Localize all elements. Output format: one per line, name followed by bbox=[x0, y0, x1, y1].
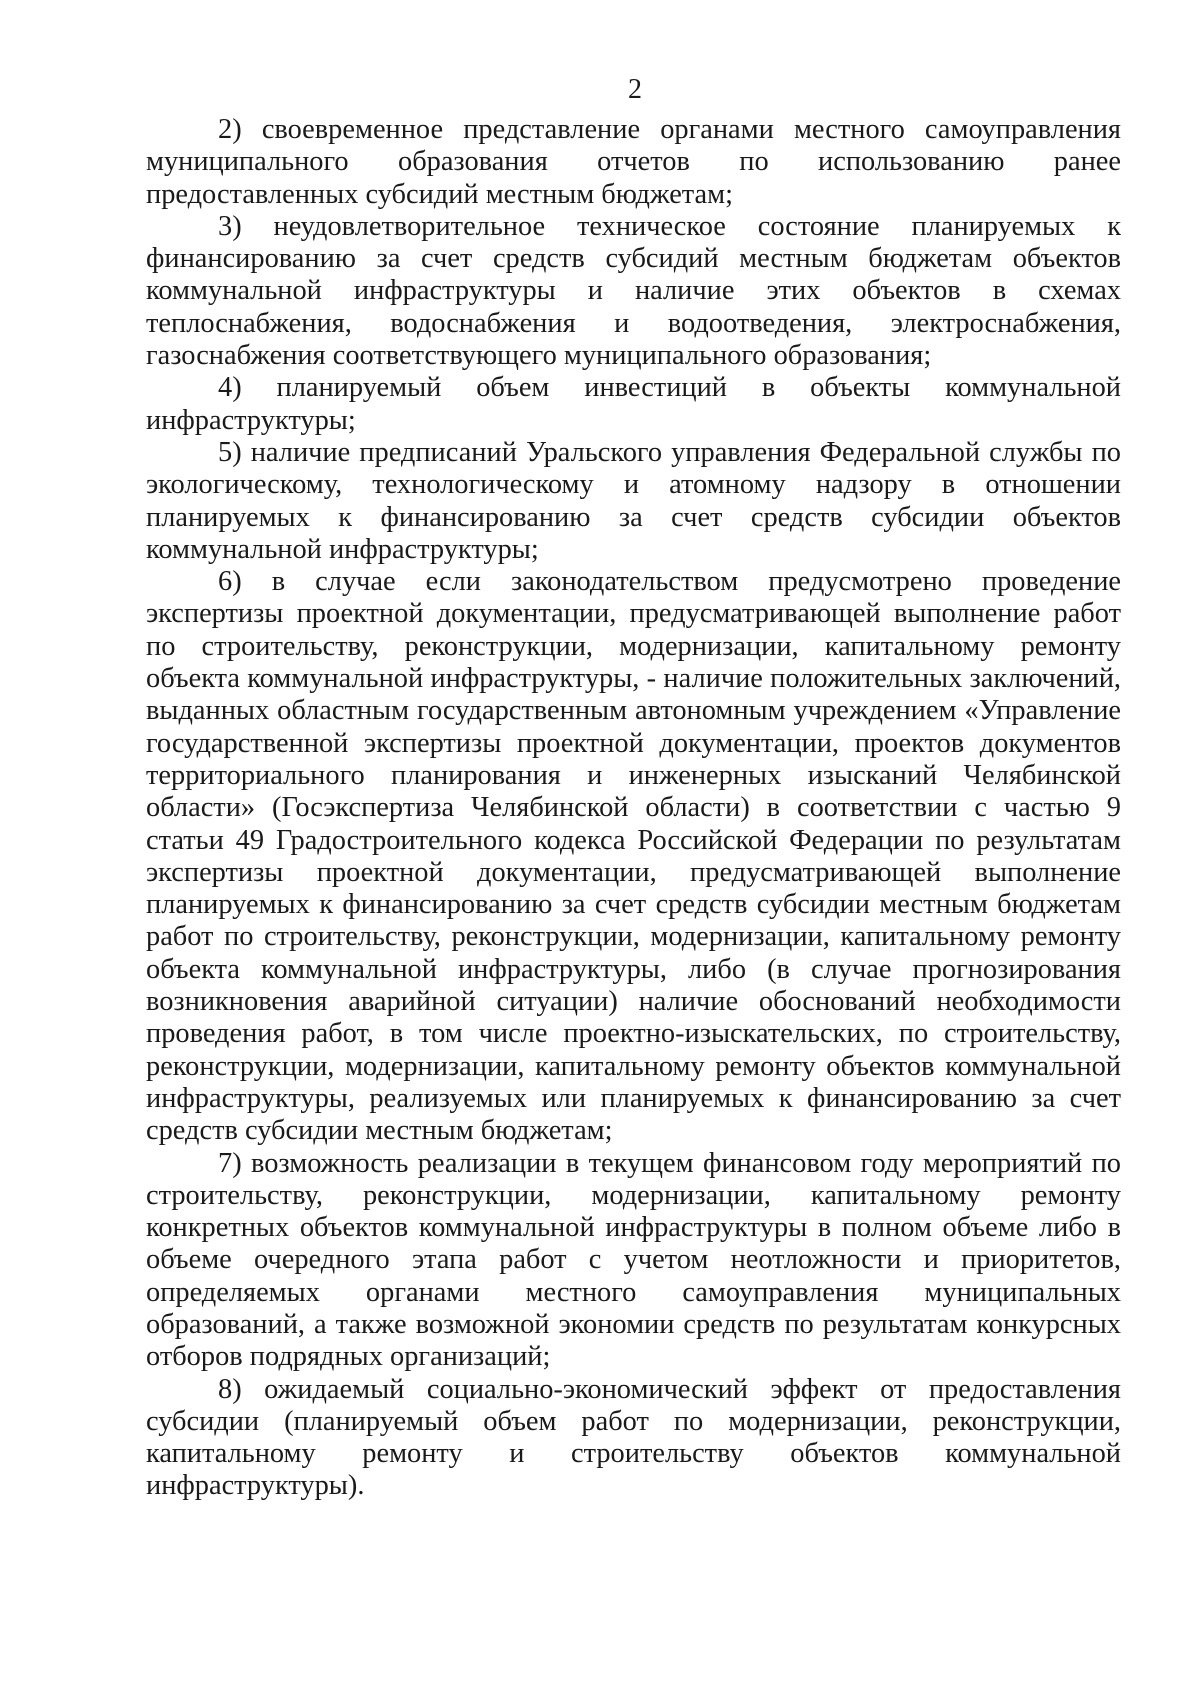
paragraph-item-8: 8) ожидаемый социально-экономический эффект от предоставления субсидии (планируемый объем работ по модернизации, реконструкции, капитальному ремонту и строительству объектов коммунальной инфраструктуры). bbox=[146, 1373, 1121, 1502]
document-body bbox=[146, 114, 1121, 1503]
paragraph-item-7: 7) возможность реализации в текущем финансовом году мероприятий по строительству, реконструкции, модернизации, капитальному ремонту конкретных объектов коммунальной инфраструктуры в полном объеме либо в объеме очередного этапа работ с учетом неотложности и приоритетов, определяемых органами местного самоуправления муниципальных образований, а также возможной экономии средств по результатам конкурсных отборов подрядных организаций; bbox=[146, 1147, 1121, 1373]
page-number: 2 bbox=[628, 74, 642, 105]
paragraph-item-5: 5) наличие предписаний Уральского управления Федеральной службы по экологическому, технологическому и атомному надзору в отношении планируемых к финансированию за счет средств субсидии объектов коммунальной инфраструктуры; bbox=[146, 436, 1121, 565]
paragraph-item-2: 2) своевременное представление органами местного самоуправления муниципального образования отчетов по использованию ранее предоставленных субсидий местным бюджетам; bbox=[146, 114, 1121, 210]
paragraph-item-3: 3) неудовлетворительное техническое состояние планируемых к финансированию за счет средств субсидий местным бюджетам объектов коммунальной инфраструктуры и наличие этих объектов в схемах теплоснабжения, водоснабжения и водоотведения, электроснабжения, газоснабжения соответствующего муниципального образования; bbox=[146, 210, 1121, 372]
paragraph-item-4: 4) планируемый объем инвестиций в объекты коммунальной инфраструктуры; bbox=[146, 372, 1121, 436]
paragraph-item-6: 6) в случае если законодательством предусмотрено проведение экспертизы проектной документации, предусматривающей выполнение работ по строительству, реконструкции, модернизации, капитальному ремонту объекта коммунальной инфраструктуры, - наличие положительных заключений, выданных областным государственным автономным учреждением «Управление государственной экспертизы проектной документации, проектов документов территориального планирования и инженерных изысканий Челябинской области» (Госэкспертиза Челябинской области) в соответствии с частью 9 статьи 49 Градостроительного кодекса Российской Федерации по результатам экспертизы проектной документации, предусматривающей выполнение планируемых к финансированию за счет средств субсидии местным бюджетам работ по строительству, реконструкции, модернизации, капитальному ремонту объекта коммунальной инфраструктуры, либо (в случае прогнозирования возникновения аварийной ситуации) наличие обоснований необходимости проведения работ, в том числе проектно-изыскательских, по строительству, реконструкции, модернизации, капитальному ремонту объектов коммунальной инфраструктуры, реализуемых или планируемых к финансированию за счет средств субсидии местным бюджетам; bbox=[146, 566, 1121, 1147]
